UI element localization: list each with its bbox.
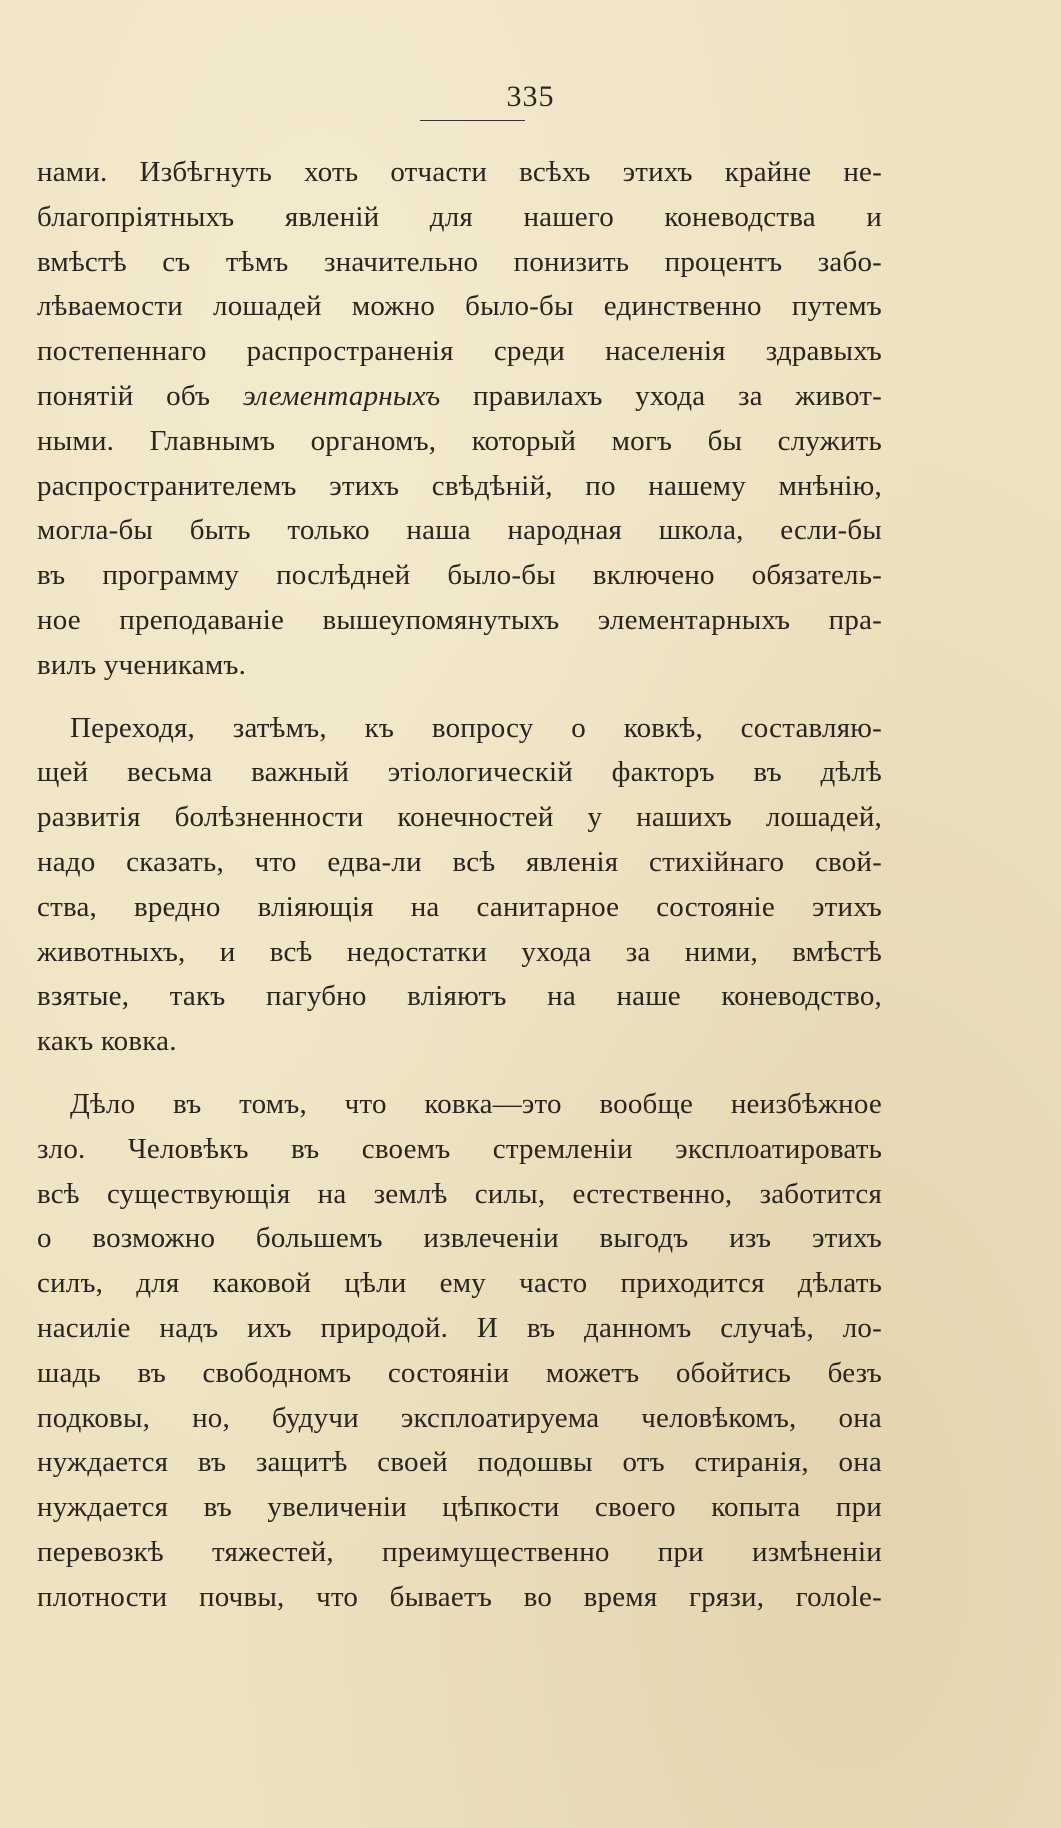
text-line: ства, вредно вліяющія на санитарное состояніе этихъ — [37, 890, 882, 923]
text-line: какъ ковка. — [37, 1025, 177, 1058]
text-line: вилъ ученикамъ. — [37, 648, 247, 681]
text-line: ными. Главнымъ органомъ, который могъ бы служить — [37, 424, 882, 457]
text-line: Переходя, затѣмъ, къ вопросу о ковкѣ, составляю- — [70, 711, 882, 744]
text-line — [37, 374, 882, 419]
text-line: Дѣло въ томъ, что ковка—это вообще неизбѣжное — [70, 1087, 882, 1120]
text-fragment: понятій объ — [37, 379, 243, 412]
text-line: нами. Избѣгнуть хоть отчасти всѣхъ этихъ крайне не- — [37, 156, 882, 188]
text-line: перевозкѣ тяжестей, преимущественно при измѣненіи — [37, 1535, 882, 1568]
text-line: благопріятныхъ явленій для нашего коневодства и — [37, 200, 882, 233]
text-line: о возможно большемъ извлеченіи выгодъ изъ этихъ — [37, 1222, 882, 1255]
text-fragment: правилахъ ухода за живот- — [440, 379, 882, 412]
italic-emphasis: элементарныхъ — [242, 379, 441, 412]
paragraph-gap — [37, 1064, 882, 1082]
text-line: нуждается въ увеличеніи цѣпкости своего копыта при — [37, 1491, 882, 1524]
text-line: въ программу послѣдней было-бы включено обязатель- — [37, 559, 882, 592]
paragraph-3 — [37, 1082, 882, 1620]
text-line: надо сказать, что едва-ли всѣ явленія стихійнаго свой- — [37, 845, 882, 878]
text-line: распространителемъ этихъ свѣдѣній, по нашему мнѣнію, — [37, 469, 882, 502]
text-line: могла-бы быть только наша народная школа, если-бы — [37, 514, 882, 547]
text-line: нуждается въ защитѣ своей подошвы отъ стиранія, она — [37, 1446, 882, 1479]
paragraph-gap — [37, 688, 882, 706]
body-text — [37, 150, 882, 1620]
text-line: насиліе надъ ихъ природой. И въ данномъ случаѣ, ло- — [37, 1311, 882, 1344]
paragraph-1 — [37, 150, 882, 688]
page-number: 335 — [506, 80, 555, 113]
page-number-rule — [420, 120, 525, 121]
text-line: вмѣстѣ съ тѣмъ значительно понизить процентъ забо- — [37, 245, 882, 278]
text-line: всѣ существующія на землѣ силы, естественно, заботится — [37, 1177, 882, 1210]
text-line: животныхъ, и всѣ недостатки ухода за ними, вмѣстѣ — [37, 935, 882, 968]
text-line: силъ, для каковой цѣли ему часто приходится дѣлать — [37, 1267, 882, 1300]
text-line: лѣваемости лошадей можно было-бы единственно путемъ — [37, 290, 882, 323]
text-line: взятые, такъ пагубно вліяютъ на наше коневодство, — [37, 980, 882, 1013]
text-line: ное преподаваніе вышеупомянутыхъ элементарныхъ пра- — [37, 603, 882, 636]
paragraph-2 — [37, 706, 882, 1064]
text-line: развитія болѣзненности конечностей у нашихъ лошадей, — [37, 801, 882, 834]
text-line: шадь въ свободномъ состояніи можетъ обойтись безъ — [37, 1356, 882, 1389]
text-line: зло. Человѣкъ въ своемъ стремленіи эксплоатировать — [37, 1132, 882, 1165]
text-line: плотности почвы, что бываетъ во время грязи, голole- — [37, 1580, 882, 1613]
text-line: подковы, но, будучи эксплоатируема человѣкомъ, она — [37, 1401, 882, 1434]
text-line: постепеннаго распространенія среди населенія здравыхъ — [37, 335, 882, 368]
text-line: щей весьма важный этіологическій факторъ въ дѣлѣ — [37, 756, 882, 789]
